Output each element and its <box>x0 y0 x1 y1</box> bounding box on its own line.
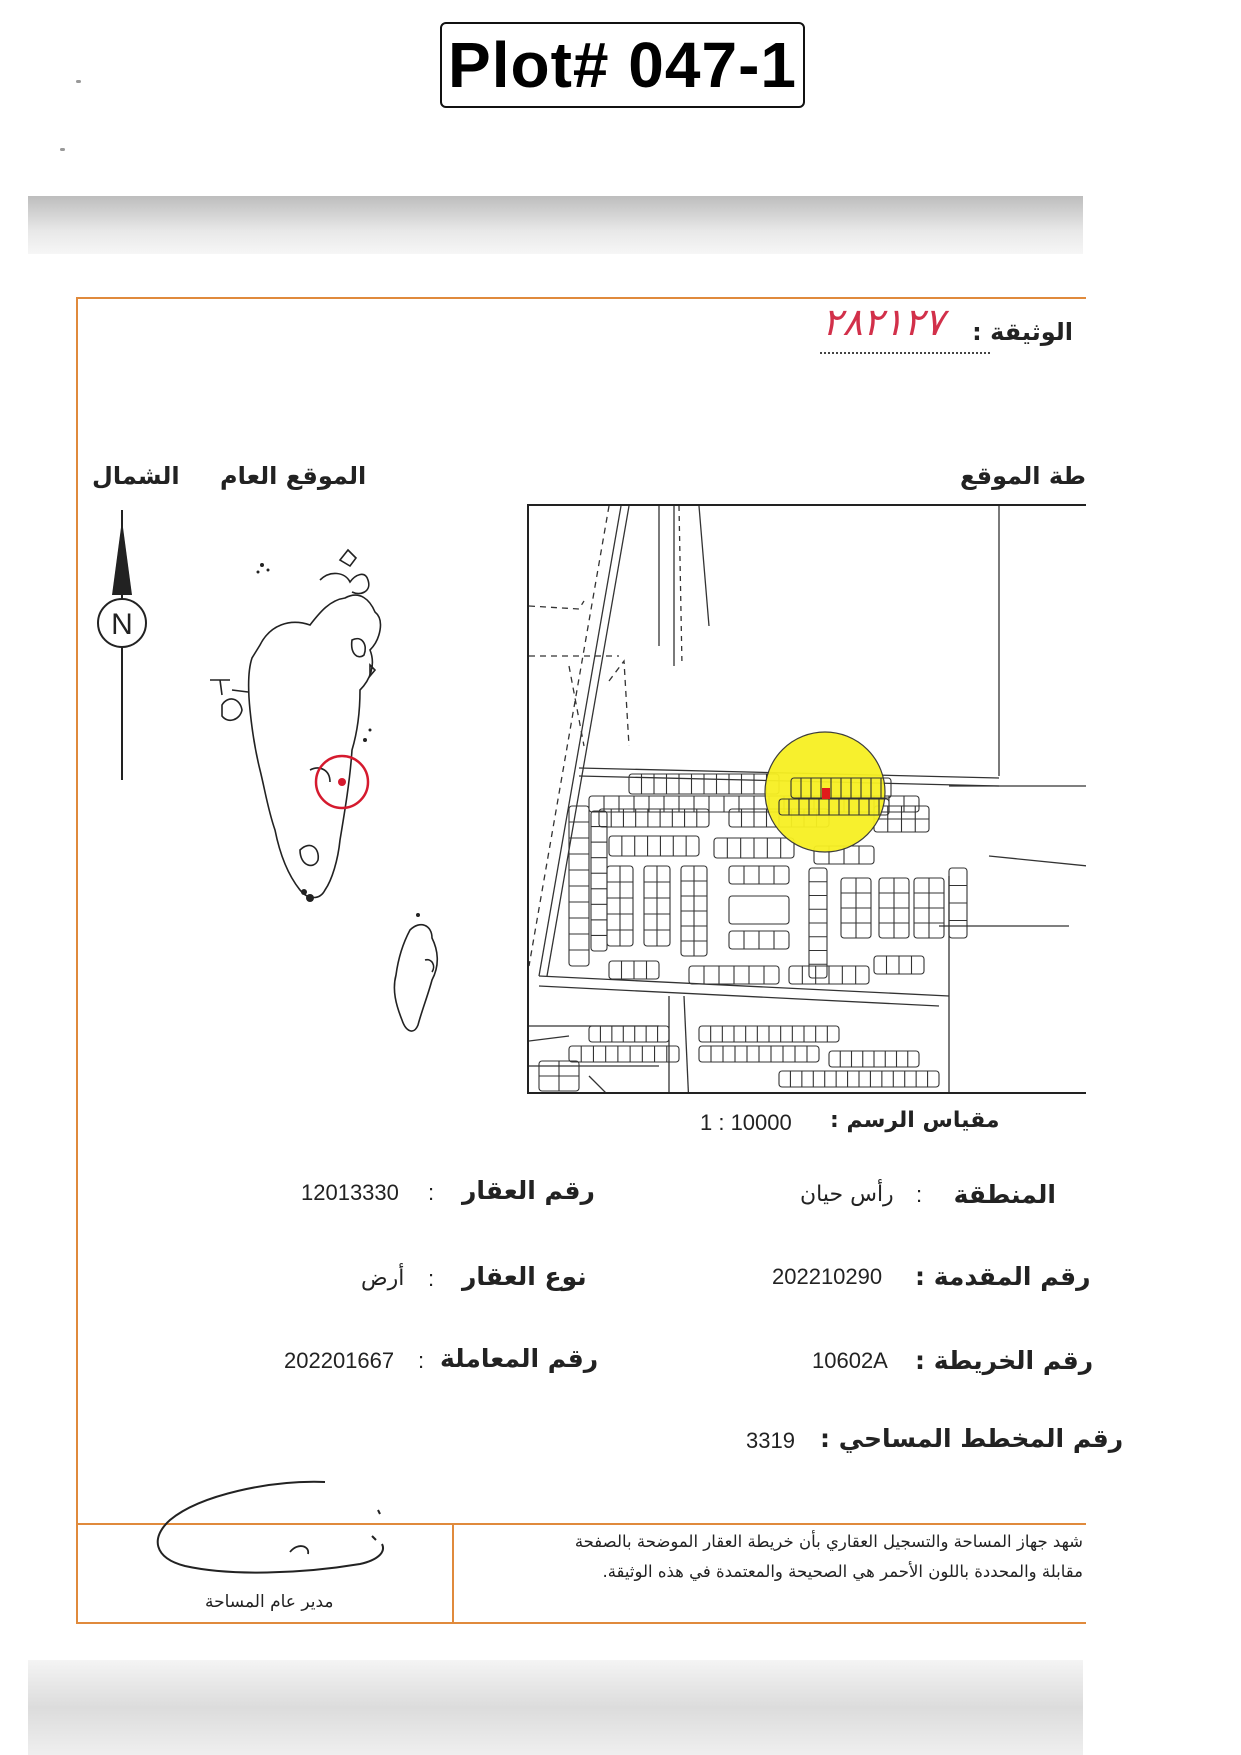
application-number-label: رقم المقدمة : <box>915 1262 1091 1291</box>
signatory-title: مدير عام المساحة <box>205 1592 334 1612</box>
scale-value: 1 : 10000 <box>700 1110 792 1135</box>
map-block <box>569 1046 679 1062</box>
area-colon: : <box>916 1182 923 1207</box>
area-value: رأس حيان <box>800 1182 894 1207</box>
plot-marker <box>822 788 830 799</box>
general-location-map <box>170 520 470 1050</box>
scan-speck <box>60 148 65 151</box>
doc-number-handwritten: ٢٨٢١٢٧ <box>822 300 945 344</box>
location-marker <box>338 778 346 786</box>
certification-line-2: مقابلة والمحددة باللون الأحمر هي الصحيحة والمعتمدة في هذه الوثيقة. <box>602 1562 1083 1581</box>
signature <box>140 1480 430 1600</box>
property-number-label: رقم العقار <box>462 1176 595 1205</box>
scan-shadow-top <box>28 196 1083 254</box>
application-number-value: 202210290 <box>772 1264 883 1289</box>
certification-line-1: شهد جهاز المساحة والتسجيل العقاري بأن خريطة العقار الموضحة بالصفحة <box>574 1532 1083 1551</box>
map-block <box>729 896 789 924</box>
area-label: المنطقة <box>953 1180 1056 1209</box>
map-number-value: 10602A <box>812 1348 888 1373</box>
doc-number-label: الوثيقة : <box>972 318 1073 346</box>
transaction-number-colon: : <box>418 1348 425 1373</box>
transaction-number-label: رقم المعاملة <box>440 1344 599 1373</box>
map-number-label: رقم الخريطة : <box>915 1346 1094 1375</box>
signature-divider <box>452 1523 454 1624</box>
property-number-value: 12013330 <box>301 1180 399 1205</box>
north-label: الشمال <box>92 462 180 490</box>
scan-shadow-bottom <box>28 1660 1083 1755</box>
property-number-colon: : <box>428 1180 435 1205</box>
map-block <box>591 811 607 951</box>
north-arrow-icon <box>92 510 152 780</box>
scan-speck <box>76 80 81 83</box>
survey-plan-value: 3319 <box>746 1428 795 1453</box>
doc-number-dotted-line <box>820 352 990 354</box>
scale-label: مقياس الرسم : <box>830 1108 1000 1133</box>
plot-title: Plot# 047-1 <box>440 22 805 108</box>
map-block <box>589 1026 669 1042</box>
site-map-label: طة الموقع <box>960 462 1086 490</box>
transaction-number-value: 202201667 <box>284 1348 395 1373</box>
property-type-value: أرض <box>361 1266 405 1291</box>
north-letter: N <box>111 608 133 641</box>
property-type-colon: : <box>428 1266 435 1291</box>
property-type-label: نوع العقار <box>462 1262 587 1291</box>
general-location-label: الموقع العام <box>220 462 367 490</box>
map-block <box>609 836 699 856</box>
survey-plan-label: رقم المخطط المساحي : <box>820 1424 1124 1453</box>
bahrain-island-outline <box>210 550 437 1031</box>
site-map <box>527 504 1086 1094</box>
